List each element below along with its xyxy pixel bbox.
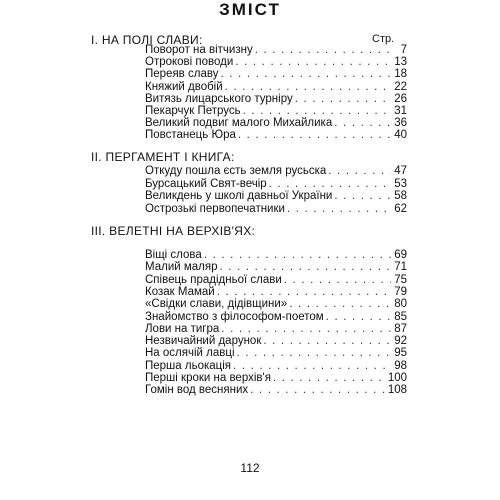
toc-entry-page: 108 bbox=[387, 384, 407, 397]
toc-entry-page: 71 bbox=[394, 261, 407, 274]
toc-entry bbox=[145, 261, 407, 274]
toc-entry bbox=[145, 335, 407, 348]
dot-leader bbox=[238, 129, 391, 142]
section-heading-1: І. НА ПОЛІ СЛАВИ: bbox=[91, 33, 203, 47]
toc-entry-title: Козак Мамай bbox=[145, 285, 215, 298]
dot-leader bbox=[255, 44, 391, 57]
toc-entry-page: 69 bbox=[394, 249, 407, 261]
toc-entry-title: На ослячій лавці bbox=[145, 347, 235, 360]
dot-leader bbox=[284, 274, 391, 287]
toc-entry-page: 47 bbox=[394, 165, 407, 177]
dot-leader bbox=[273, 372, 386, 385]
toc-entry bbox=[145, 68, 407, 81]
toc-entry-page: 31 bbox=[394, 105, 407, 117]
toc-entry-page: 53 bbox=[394, 177, 407, 190]
dot-leader bbox=[204, 249, 391, 262]
pages-column-label: Стр. bbox=[372, 33, 395, 45]
dot-leader bbox=[217, 286, 391, 299]
toc-entry-page: 26 bbox=[394, 92, 407, 105]
dot-leader bbox=[334, 117, 391, 130]
toc-entry-title: Співець прадідньої слави bbox=[145, 273, 282, 286]
toc-entry-title: «Свідки слави, дідівщини» bbox=[145, 298, 288, 311]
section-heading-2: ІІ. ПЕРГАМЕНТ І КНИГА: bbox=[91, 150, 235, 164]
toc-entry bbox=[145, 298, 407, 311]
toc-entry bbox=[145, 372, 407, 385]
dot-leader bbox=[221, 323, 391, 336]
toc-entry-title: Откуду пошла єсть земля русьска bbox=[145, 165, 327, 177]
toc-entry-page: 18 bbox=[394, 68, 407, 81]
toc-entry-page: 75 bbox=[394, 273, 407, 286]
toc-entry-title: Переяв славу bbox=[145, 68, 219, 81]
dot-leader bbox=[250, 384, 386, 397]
dot-leader bbox=[220, 261, 392, 274]
toc-entry-page: 13 bbox=[394, 56, 407, 69]
toc-entry-page: 36 bbox=[394, 117, 407, 130]
toc-entry-title: Перші кроки на верхів'я bbox=[145, 372, 271, 384]
toc-entry-title: Гомін вод весняних bbox=[145, 384, 249, 397]
toc-entry bbox=[145, 117, 407, 130]
dot-leader bbox=[233, 360, 391, 373]
toc-entry-page: 62 bbox=[394, 202, 407, 215]
section-heading-3: ІІІ. ВЕЛЕТНІ НА ВЕРХІВ'ЯХ: bbox=[91, 224, 256, 238]
toc-entry bbox=[145, 249, 407, 262]
toc-entry-title: Поворот на вітчизну bbox=[145, 44, 253, 56]
toc-entry bbox=[145, 203, 407, 216]
toc-entry-title: Острозькі первопечатники bbox=[145, 202, 285, 215]
toc-entry bbox=[145, 347, 407, 360]
dot-leader bbox=[225, 81, 391, 94]
toc-entry bbox=[145, 165, 407, 178]
toc-entry bbox=[145, 323, 407, 336]
toc-entry-page: 79 bbox=[394, 285, 407, 298]
dot-leader bbox=[334, 190, 391, 203]
dot-leader bbox=[328, 165, 391, 178]
dot-leader bbox=[326, 311, 391, 324]
toc-entry bbox=[145, 274, 407, 287]
toc-entry bbox=[145, 384, 407, 397]
dot-leader bbox=[263, 335, 391, 348]
toc-entry-title: Малий маляр bbox=[145, 261, 218, 274]
toc-entry-page: 95 bbox=[394, 347, 407, 360]
toc-entry bbox=[145, 56, 407, 69]
toc-entry-title: Знайомство з філософом-поетом bbox=[145, 310, 324, 323]
toc-entry-page: 92 bbox=[394, 335, 407, 348]
toc-entry bbox=[145, 105, 407, 118]
toc-entry-page: 58 bbox=[394, 190, 407, 203]
toc-entry-title: Незвичайний дарунок bbox=[145, 335, 262, 348]
toc-entry-page: 100 bbox=[387, 372, 407, 384]
toc-entry-page: 98 bbox=[394, 359, 407, 372]
toc-entry-title: Перша льокація bbox=[145, 359, 232, 372]
page-number: 112 bbox=[240, 461, 260, 475]
toc-entry bbox=[145, 360, 407, 373]
toc-entry-title: Великий подвиг малого Михайлика bbox=[145, 117, 333, 130]
toc-entry bbox=[145, 311, 407, 324]
toc-entry bbox=[145, 286, 407, 299]
page-title: ЗМІСТ bbox=[219, 0, 281, 19]
toc-entry-title: Отрокові поводи bbox=[145, 56, 234, 69]
toc-entry-title: Витязь лицарського турніру bbox=[145, 92, 293, 105]
toc-entry-title: Княжий двобій bbox=[145, 80, 223, 93]
toc-entry-page: 40 bbox=[394, 129, 407, 142]
toc-entry bbox=[145, 178, 407, 191]
toc-entry-page: 7 bbox=[400, 44, 407, 56]
toc-entry-page: 85 bbox=[394, 310, 407, 323]
dot-leader bbox=[287, 203, 391, 216]
toc-entry-title: Пекарчук Петрусь bbox=[145, 105, 241, 117]
dot-leader bbox=[295, 93, 391, 106]
dot-leader bbox=[269, 178, 391, 191]
toc-entry-title: Лови на тигра bbox=[145, 322, 220, 335]
toc-entry-title: Повстанець Юра bbox=[145, 129, 236, 142]
toc-entry-title: Великдень у школі давньої України bbox=[145, 190, 333, 203]
toc-entry-page: 87 bbox=[394, 322, 407, 335]
dot-leader bbox=[243, 105, 391, 118]
toc-entry-title: Віщі слова bbox=[145, 249, 202, 261]
toc-entry bbox=[145, 129, 407, 142]
toc-entry bbox=[145, 93, 407, 106]
toc-entry bbox=[145, 44, 407, 57]
toc-entry-page: 80 bbox=[394, 298, 407, 311]
dot-leader bbox=[237, 347, 391, 360]
dot-leader bbox=[289, 298, 391, 311]
toc-entry-page: 22 bbox=[394, 80, 407, 93]
toc-entry bbox=[145, 81, 407, 94]
toc-entry-title: Бурсацький Свят-вечір bbox=[145, 177, 267, 190]
dot-leader bbox=[220, 68, 391, 81]
dot-leader bbox=[235, 56, 391, 69]
toc-entry bbox=[145, 190, 407, 203]
